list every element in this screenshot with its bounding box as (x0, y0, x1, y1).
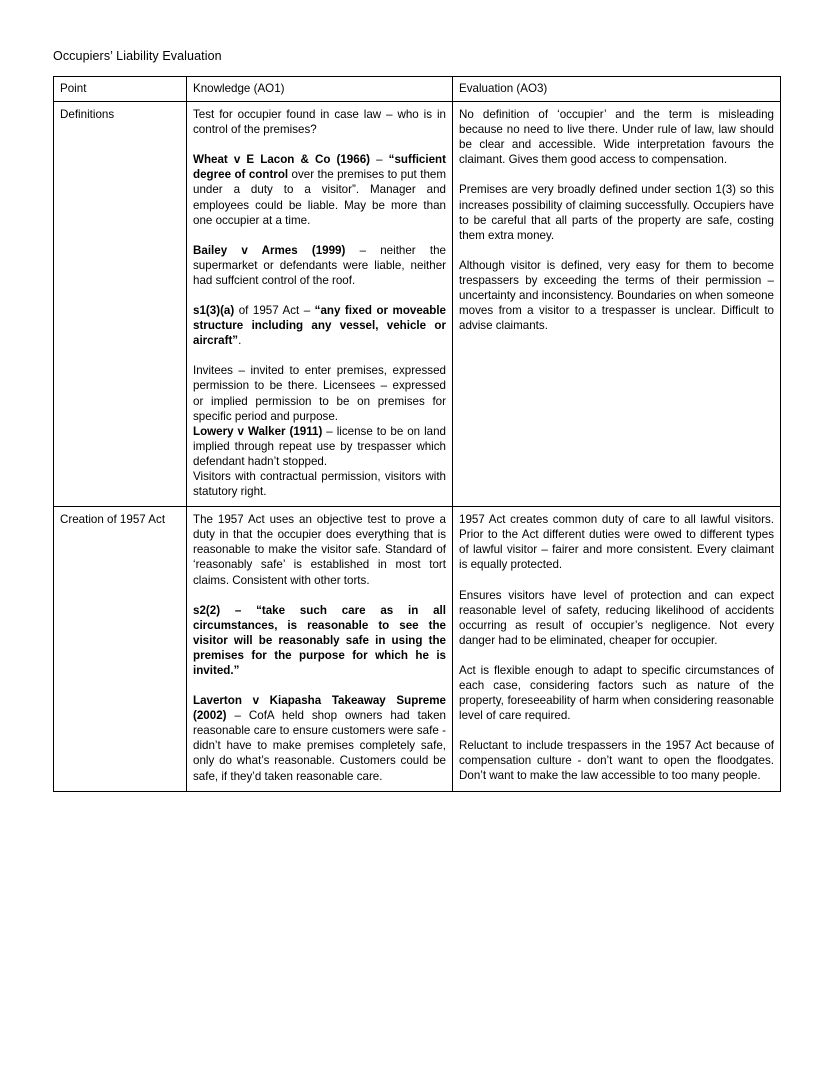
paragraph: No definition of ‘occupier’ and the term is misleading because no need to live there. Under rule of law, law should be clear and accessible. Wide interpretation favours the claimant. Gives them good access to compensation. (459, 108, 774, 167)
paragraph: Invitees – invited to enter premises, expressed permission to be there. Licensees – expressed or implied permission to be on premises for specific period and purpose. (193, 364, 446, 423)
row-point-definitions: Definitions (54, 102, 187, 507)
paragraph: Lowery v Walker (1911) – license to be on land implied through repeat use by trespasser which defendant hadn’t stopped. (193, 424, 446, 468)
row-evaluation-creation-of-1957-act (453, 507, 781, 792)
case-citation: Bailey v Armes (1999) (193, 243, 346, 257)
paragraph: The 1957 Act uses an objective test to prove a duty in that the occupier does everything that is reasonable to make the visitor safe. Standard of ‘reasonably safe’ is established in most tort claims. Consistent with other torts. (193, 513, 446, 587)
case-citation: Lowery v Walker (1911) (193, 424, 323, 438)
row-knowledge-creation-of-1957-act (187, 507, 453, 792)
row-evaluation-definitions (453, 102, 781, 507)
case-citation: Wheat v E Lacon & Co (1966) (193, 153, 371, 167)
statute-quotation: s2(2) – “take such care as in all circumstances, is reasonable to see the visitor will be reasonably safe in using the premises for the purpose for which he is invited.” (193, 603, 446, 677)
paragraph: Wheat v E Lacon & Co (1966) – “sufficient degree of control over the premises to put them under a duty to a visitor”. Manager and employees could be liable. May be more than one occupier at a time. (193, 153, 446, 227)
paragraph: Reluctant to include trespassers in the 1957 Act because of compensation culture - don’t want to open the floodgates. Don’t want to make the law accessible to too many people. (459, 739, 774, 783)
column-header-knowledge: Knowledge (AO1) (187, 77, 453, 102)
paragraph: Act is flexible enough to adapt to specific circumstances of each case, considering factors such as nature of the property, foreseeability of harm when considering reasonable level of care required. (459, 663, 774, 723)
column-header-evaluation: Evaluation (AO3) (453, 77, 781, 102)
paragraph: Laverton v Kiapasha Takeaway Supreme (2002) – CofA held shop owners had taken reasonable care to ensure customers were safe - didn’t have to make premises completely safe, only do what’s reasonable. Customers could be safe, if they’d taken reasonable care. (193, 694, 446, 783)
page-title: Occupiers’ Liability Evaluation (53, 49, 222, 63)
paragraph: Premises are very broadly defined under section 1(3) so this increases possibility of claiming successfully. Occupiers have to be careful that all parts of the property are safe, costing them extra money. (459, 183, 774, 242)
paragraph: Although visitor is defined, very easy for them to become trespassers by exceeding the terms of their permission – uncertainty and inconsistency. Boundaries on when someone moves from a visitor to a trespasser is unclear. Difficult to advise claimants. (459, 258, 774, 333)
statute-citation: s1(3)(a) (193, 304, 235, 318)
quotation: “sufficient degree of control (193, 153, 446, 182)
table-row (54, 507, 781, 792)
paragraph: Bailey v Armes (1999) – neither the supermarket or defendants were liable, neither had suffcient control of the roof. (193, 243, 446, 287)
paragraph: 1957 Act creates common duty of care to all lawful visitors. Prior to the Act different duties were owed to different types of lawful visitor – fairer and more consistent. Every claimant is equally protected. (459, 513, 774, 572)
table-row (54, 102, 781, 507)
table-header-row (54, 77, 781, 102)
quotation: “any fixed or moveable structure including any vessel, vehicle or aircraft” (193, 304, 447, 348)
paragraph: Visitors with contractual permission, visitors with statutory right. (193, 469, 446, 499)
row-knowledge-definitions (187, 102, 453, 507)
paragraph: s1(3)(a) of 1957 Act – “any fixed or moveable structure including any vessel, vehicle or aircraft”. (193, 304, 447, 348)
paragraph: Ensures visitors have level of protection and can expect reasonable level of safety, reducing likelihood of accidents occurring as result of occupier’s negligence. Not every danger had to be eliminated, cheaper for occupier. (459, 588, 774, 647)
occupiers-liability-table (53, 76, 781, 792)
paragraph: Test for occupier found in case law – who is in control of the premises? (193, 108, 446, 137)
column-header-point: Point (54, 77, 187, 102)
case-citation: Laverton v Kiapasha Takeaway Supreme (2002) (193, 694, 446, 723)
row-point-creation-of-1957-act: Creation of 1957 Act (54, 507, 187, 792)
